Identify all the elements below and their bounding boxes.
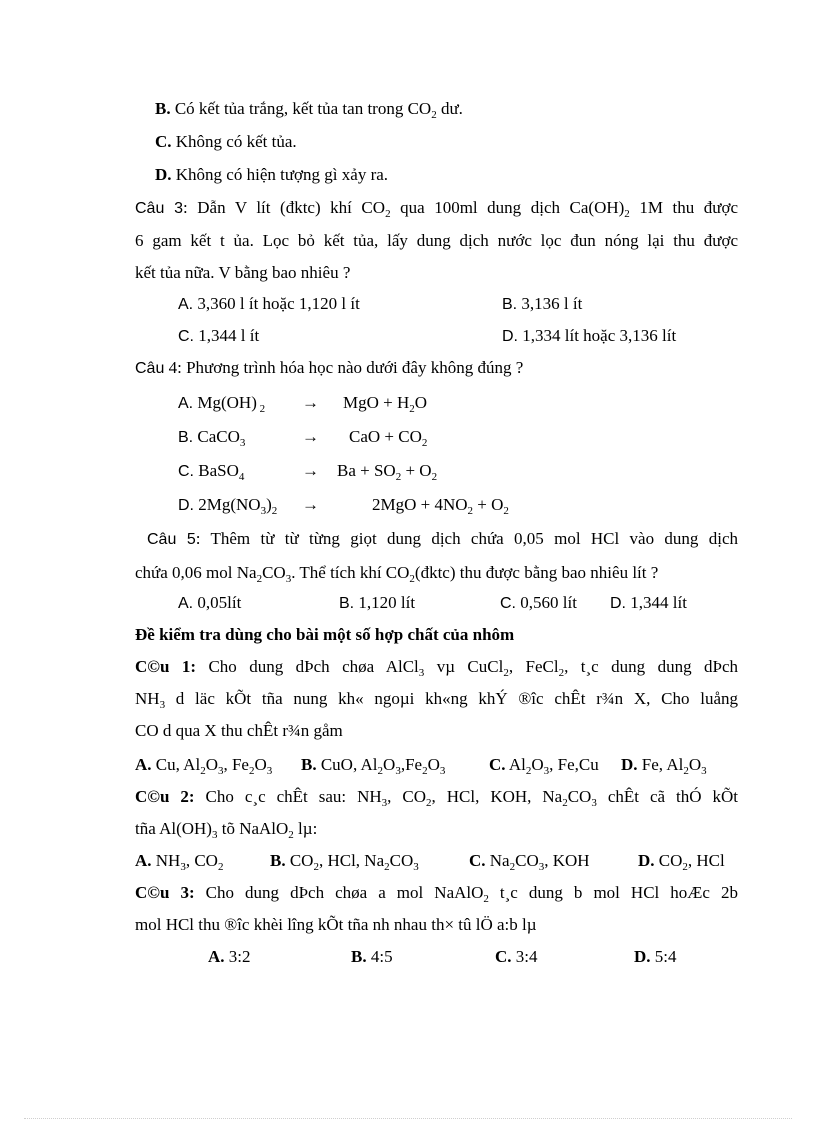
q4-option-c-products: $Ba + SO_2 + O_2$ xyxy=(337,461,438,483)
p2-q3-option-a: A. 3:2 xyxy=(208,947,251,966)
q4-option-d-products: $2MgO + 4NO_2 + O_2$ xyxy=(372,495,509,517)
q5-line-1: Câu 5: Thêm từ từ từng giọt dung dịch chứa 0,05 mol HCl vào dung dịch xyxy=(147,529,738,548)
page-footer-rule xyxy=(24,1118,792,1119)
q5-option-b: B. 1,120 lít xyxy=(339,593,416,612)
p2-q3-option-d: D. 5:4 xyxy=(634,947,677,966)
reaction-arrow: → xyxy=(302,427,319,446)
q3-option-a: A. 3,360 l ít hoặc 1,120 l ít xyxy=(178,294,360,313)
section-heading: Đề kiểm tra dùng cho bài một số hợp chất của nhôm xyxy=(135,625,515,644)
q5-option-d: D. 1,344 lít xyxy=(610,593,687,612)
q4-stem: Câu 4: Phương trình hóa học nào dưới đây không đúng ? xyxy=(135,358,524,377)
q2-option-c: C. Không có kết tủa. xyxy=(155,132,297,151)
q4-option-b-products: CaO + $CO_2$ xyxy=(349,427,428,449)
p2-q3-line-1: C©u 3: Cho dung dÞch chøa a mol NaAlO$_2$ t¸c dung b mol HCl hoÆc 2b xyxy=(135,883,738,905)
q5-line-2: chứa 0,06 mol $Na_2CO_3$. Thể tích khí $CO_2(đktc)$ thu được bằng bao nhiêu lít ? xyxy=(135,563,659,585)
p2-q2-line-2: tña $Al(OH)_3$ tõ NaAlO$_2$ lµ: xyxy=(135,819,318,841)
q4-option-c: C. BaSO$_4$ xyxy=(178,461,245,483)
p2-q2-option-c: C. $Na_2CO_3$, KOH xyxy=(469,851,590,873)
p2-q1-option-d: D. Fe, $Al_2O_3$ xyxy=(621,755,707,777)
option-label: B. xyxy=(155,99,171,118)
question-label: Câu 3 xyxy=(135,200,183,217)
question-label: Câu 5 xyxy=(147,531,196,548)
p2-q1-option-a: A. Cu, $Al_2O_3$, $Fe_2O_3$ xyxy=(135,755,273,777)
q2-option-d: D. Không có hiện tượng gì xảy ra. xyxy=(155,165,389,184)
q2-option-b: B. Có kết tủa trắng, kết tủa tan trong $CO_2$ dư. xyxy=(155,99,463,121)
q4-option-a-products: MgO + $H_2O$ xyxy=(343,393,428,415)
reaction-arrow: → xyxy=(302,495,319,514)
q5-option-a: A. 0,05lít xyxy=(178,593,242,612)
p2-q2-option-a: A. $NH_3$, $CO_2$ xyxy=(135,851,224,873)
question-label: C©u 3: xyxy=(135,883,195,902)
question-label: Câu xyxy=(135,360,165,377)
q4-option-d: D. $2Mg(NO_3)_2$ xyxy=(178,495,278,517)
p2-q3-line-2: mol HCl thu ®îc khèi lîng kÕt tña nh nhau th× tû lÖ a:b lµ xyxy=(135,915,537,934)
p2-q1-option-b: B. CuO, $Al_2O_3,Fe_2O_3$ xyxy=(301,755,446,777)
reaction-arrow: → xyxy=(302,461,319,480)
p2-q1-line-3: CO d qua X thu chÊt r¾n gåm xyxy=(135,721,343,740)
p2-q1-option-c: C. $Al_2O_3$, Fe,Cu xyxy=(489,755,599,777)
p2-q3-option-c: C. 3:4 xyxy=(495,947,538,966)
reaction-arrow: → xyxy=(302,393,319,412)
p2-q3-option-b: B. 4:5 xyxy=(351,947,393,966)
q3-option-c: C. 1,344 l ít xyxy=(178,326,260,345)
p2-q1-line-1: C©u 1: Cho dung dÞch chøa AlCl$_3$ vµ CuCl$_2$, FeCl$_2$, t¸c dung dung dÞch xyxy=(135,657,739,679)
q3-line-1: Câu 3: Dẫn V lít (đktc) khí $CO_2$ qua 100ml dung dịch $Ca(OH)_2$ 1M thu được xyxy=(135,198,739,220)
q3-option-d: D. 1,334 lít hoặc 3,136 lít xyxy=(502,326,677,345)
p2-q2-line-1: C©u 2: Cho c¸c chÊt sau: $NH_3$, $CO_2$, HCl, KOH, $Na_2CO_3$ chÊt cã thÓ kÕt xyxy=(135,787,739,809)
q3-option-b: B. 3,136 l ít xyxy=(502,294,583,313)
q3-line-3: kết tủa nữa. V bằng bao nhiêu ? xyxy=(135,263,351,282)
q3-line-2: 6 gam kết t ủa. Lọc bỏ kết tủa, lấy dung dịch nước lọc đun nóng lại thu được xyxy=(135,231,738,250)
p2-q2-option-d: D. $CO_2$, HCl xyxy=(638,851,725,873)
q4-option-a: A. Mg(OH) $_2$ xyxy=(178,393,266,415)
q5-option-c: C. 0,560 lít xyxy=(500,593,577,612)
question-label: C©u 1: xyxy=(135,657,197,676)
p2-q1-line-2: $NH_3$ d läc kÕt tña nung kh« ngoµi kh«ng khÝ ®îc chÊt r¾n X, Cho luång xyxy=(135,689,738,711)
q4-option-b: B. CaCO$_3$ xyxy=(178,427,246,449)
question-label: C©u 2: xyxy=(135,787,195,806)
p2-q2-option-b: B. $CO_2$, HCl, $Na_2CO_3$ xyxy=(270,851,419,873)
